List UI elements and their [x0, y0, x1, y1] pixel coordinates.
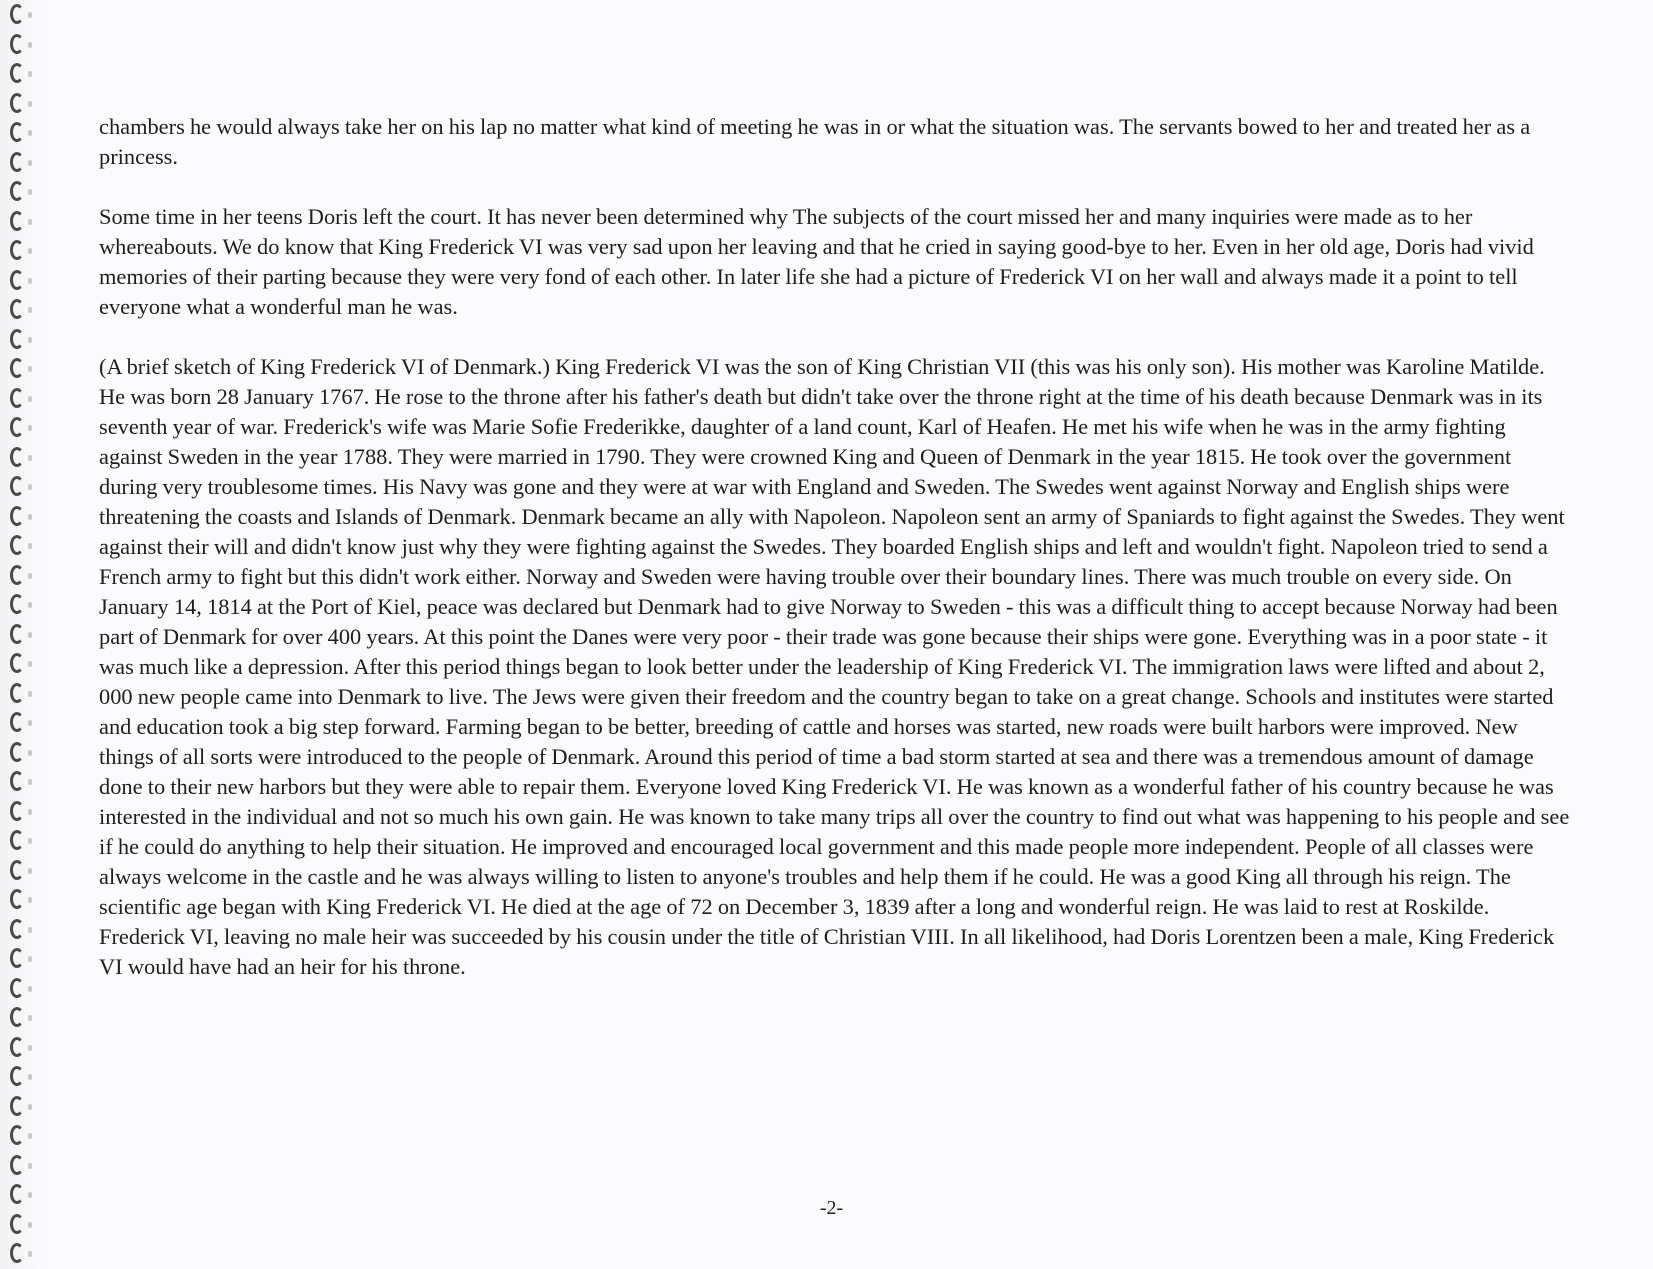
page-number: -2-	[819, 1197, 844, 1219]
binding-ring	[10, 1037, 24, 1057]
page-body	[99, 112, 1571, 1012]
binding-ring	[10, 919, 24, 939]
binding-ring	[10, 712, 24, 732]
binding-ring	[10, 978, 24, 998]
binding-ring	[10, 63, 24, 83]
binding-ring	[10, 211, 24, 231]
binding-ring	[10, 270, 24, 290]
binding-ring	[10, 447, 24, 467]
binding-ring	[10, 1096, 24, 1116]
binding-ring	[10, 535, 24, 555]
binding-ring	[10, 417, 24, 437]
binding-ring	[10, 830, 24, 850]
binding-ring	[10, 860, 24, 880]
binding-ring	[10, 889, 24, 909]
binding-ring	[10, 771, 24, 791]
binding-ring	[10, 683, 24, 703]
paragraph-2: Some time in her teens Doris left the court. It has never been determined why The subjects of the court missed her and many inquiries were made as to her whereabouts. We do know that King Frederick VI was very sad upon her leaving and that he cried in saying good-bye to her. Even in her old age, Doris had vivid memories of their parting because they were very fond of each other. In later life she had a picture of Frederick VI on her wall and always made it a point to tell everyone what a wonderful man he was.	[99, 204, 1534, 319]
binding-ring	[10, 653, 24, 673]
binding-ring	[10, 1155, 24, 1175]
binding-ring	[10, 34, 24, 54]
binding-ring	[10, 565, 24, 585]
spiral-binding	[0, 0, 46, 1269]
binding-ring	[10, 388, 24, 408]
binding-ring	[10, 329, 24, 349]
binding-ring	[10, 358, 24, 378]
binding-ring	[10, 594, 24, 614]
binding-ring	[10, 152, 24, 172]
binding-ring	[10, 299, 24, 319]
paragraph-3: (A brief sketch of King Frederick VI of Denmark.) King Frederick VI was the son of King Christian VII (this was his only son). His mother was Karoline Matilde. He was born 28 January 1767. He rose to the throne after his father's death but didn't take over the throne right at the time of his death because Denmark was in its seventh year of war. Frederick's wife was Marie Sofie Frederikke, daughter of a land count, Karl of Heafen. He met his wife when he was in the army fighting against Sweden in the year 1788. They were married in 1790. They were crowned King and Queen of Denmark in the year 1815. He took over the government during very troublesome times. His Navy was gone and they were at war with England and Sweden. The Swedes went against Norway and English ships were threatening the coasts and Islands of Denmark. Denmark became an ally with Napoleon. Napoleon sent an army of Spaniards to fight against the Swedes. They went against their will and didn't know just why they were fighting against the Swedes. They boarded English ships and left and wouldn't fight. Napoleon tried to send a French army to fight but this didn't work either. Norway and Sweden were having trouble over their boundary lines. There was much trouble on every side. On January 14, 1814 at the Port of Kiel, peace was declared but Denmark had to give Norway to Sweden - this was a difficult thing to accept because Norway had been part of Denmark for over 400 years. At this point the Danes were very poor - their trade was gone because their ships were gone. Everything was in a poor state - it was much like a depression. After this period things began to look better under the leadership of King Frederick VI. The immigration laws were lifted and about 2, 000 new people came into Denmark to live. The Jews were given their freedom and the country began to take on a great change. Schools and institutes were started and education took a big step forward. Farming began to be better, breeding of cattle and horses was started, new roads were built harbors were improved. New things of all sorts were introduced to the people of Denmark. Around this period of time a bad storm started at sea and there was a tremendous amount of damage done to their new harbors but they were able to repair them. Everyone loved King Frederick VI. He was known as a wonderful father of his country because he was interested in the individual and not so much his own gain. He was known to take many trips all over the country to find out what was happening to his people and see if he could do anything to help their situation. He improved and encouraged local government and this made people more independent. People of all classes were always welcome in the castle and he was always willing to listen to anyone's troubles and help them if he could. He was a good King all through his reign. The scientific age began with King Frederick VI. He died at the age of 72 on December 3, 1839 after a long and wonderful reign. He was laid to rest at Roskilde. Frederick VI, leaving no male heir was succeeded by his cousin under the title of Christian VIII. In all likelihood, had Doris Lorentzen been a male, King Frederick VI would have had an heir for his throne.	[99, 354, 1570, 979]
binding-ring	[10, 181, 24, 201]
binding-ring	[10, 122, 24, 142]
binding-ring	[10, 801, 24, 821]
binding-ring	[10, 240, 24, 260]
paragraph-1: chambers he would always take her on his lap no matter what kind of meeting he was in or what the situation was. The servants bowed to her and treated her as a princess.	[99, 114, 1531, 169]
binding-ring	[10, 1066, 24, 1086]
binding-ring	[10, 93, 24, 113]
binding-ring	[10, 1243, 24, 1263]
binding-ring	[10, 476, 24, 496]
binding-ring	[10, 624, 24, 644]
binding-ring	[10, 4, 24, 24]
binding-ring	[10, 1125, 24, 1145]
binding-ring	[10, 948, 24, 968]
binding-ring	[10, 1007, 24, 1027]
binding-ring	[10, 506, 24, 526]
binding-ring	[10, 742, 24, 762]
